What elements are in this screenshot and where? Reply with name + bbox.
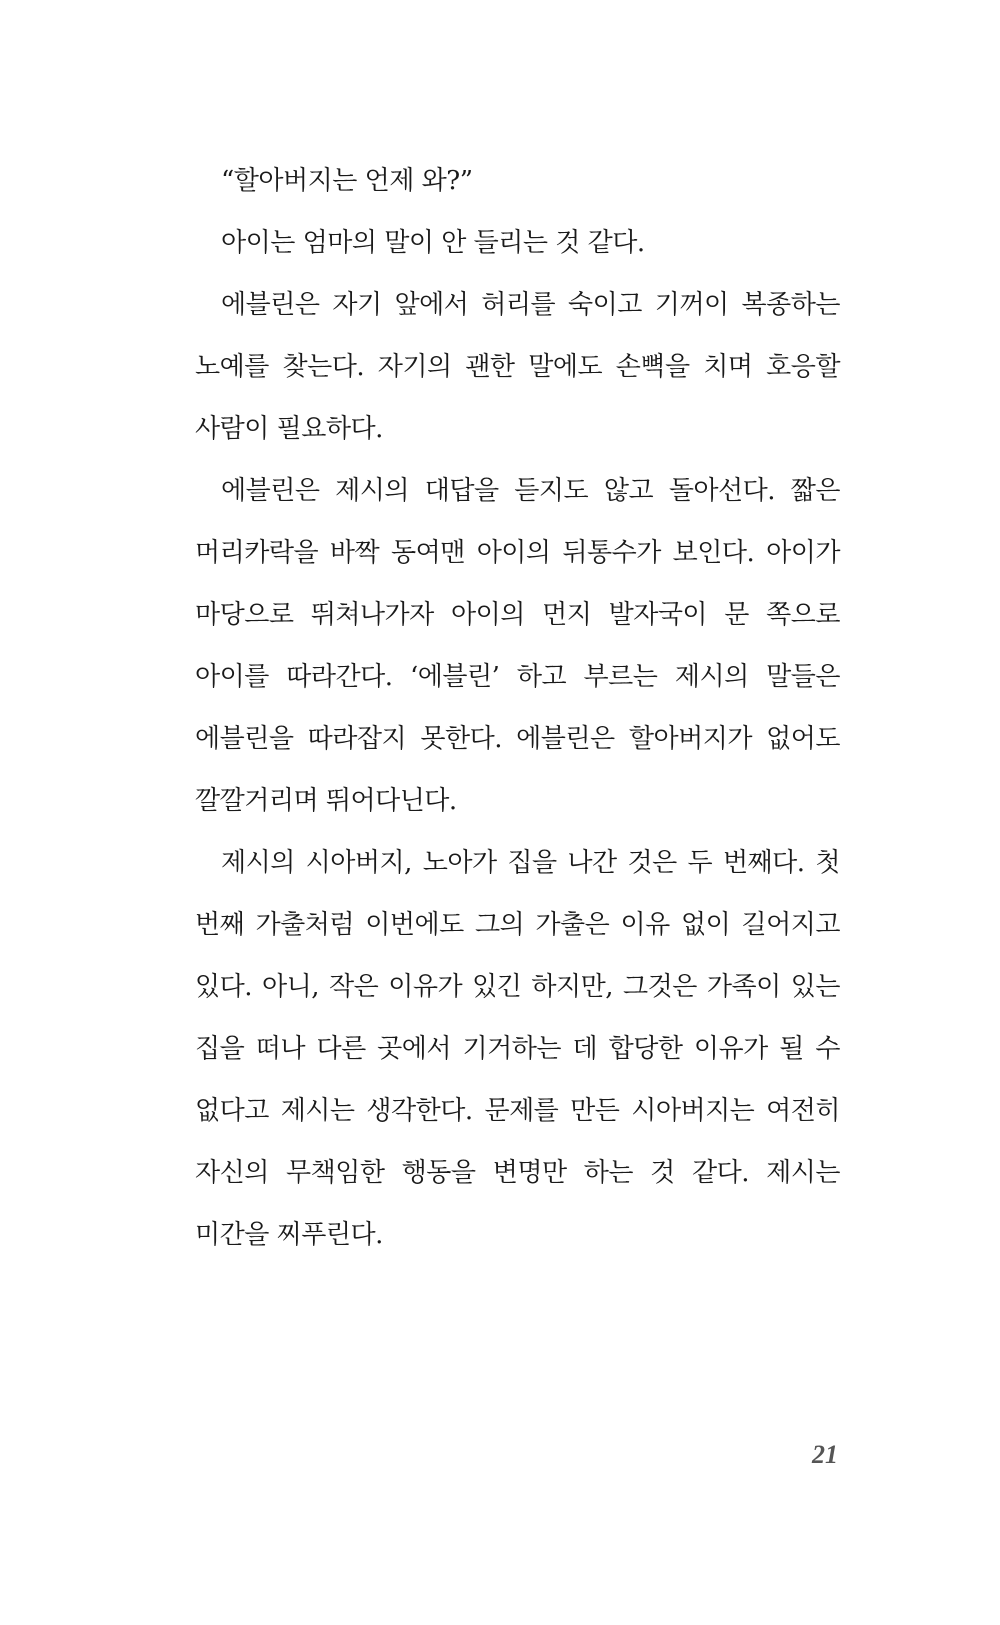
- paragraph-3: 에블린은 자기 앞에서 허리를 숙이고 기꺼이 복종하는 노예를 찾는다. 자기의 괜한 말에도 손뼉을 치며 호응할 사람이 필요하다.: [195, 290, 840, 444]
- page-number: 21: [812, 1440, 838, 1469]
- paragraph-1: “할아버지는 언제 와?”: [221, 166, 473, 196]
- paragraph-4: 에블린은 제시의 대답을 듣지도 않고 돌아선다. 짧은 머리카락을 바짝 동여맨 아이의 뒤통수가 보인다. 아이가 마당으로 뛰쳐나가자 아이의 먼지 발자국이 문 쪽으로 아이를 따라간다. ‘에블린’ 하고 부르는 제시의 말들은 에블린을 따라잡지 못한다. 에블린은 할아버지가 없어도 깔깔거리며 뛰어다닌다.: [195, 476, 840, 816]
- paragraph-2: 아이는 엄마의 말이 안 들리는 것 같다.: [221, 228, 645, 258]
- paragraph-5: 제시의 시아버지, 노아가 집을 나간 것은 두 번째다. 첫 번째 가출처럼 이번에도 그의 가출은 이유 없이 길어지고 있다. 아니, 작은 이유가 있긴 하지만, 그것은 가족이 있는 집을 떠나 다른 곳에서 기거하는 데 합당한 이유가 될 수 없다고 제시는 생각한다. 문제를 만든 시아버지는 여전히 자신의 무책임한 행동을 변명만 하는 것 같다. 제시는 미간을 찌푸린다.: [195, 848, 840, 1250]
- page-body: [195, 150, 840, 1266]
